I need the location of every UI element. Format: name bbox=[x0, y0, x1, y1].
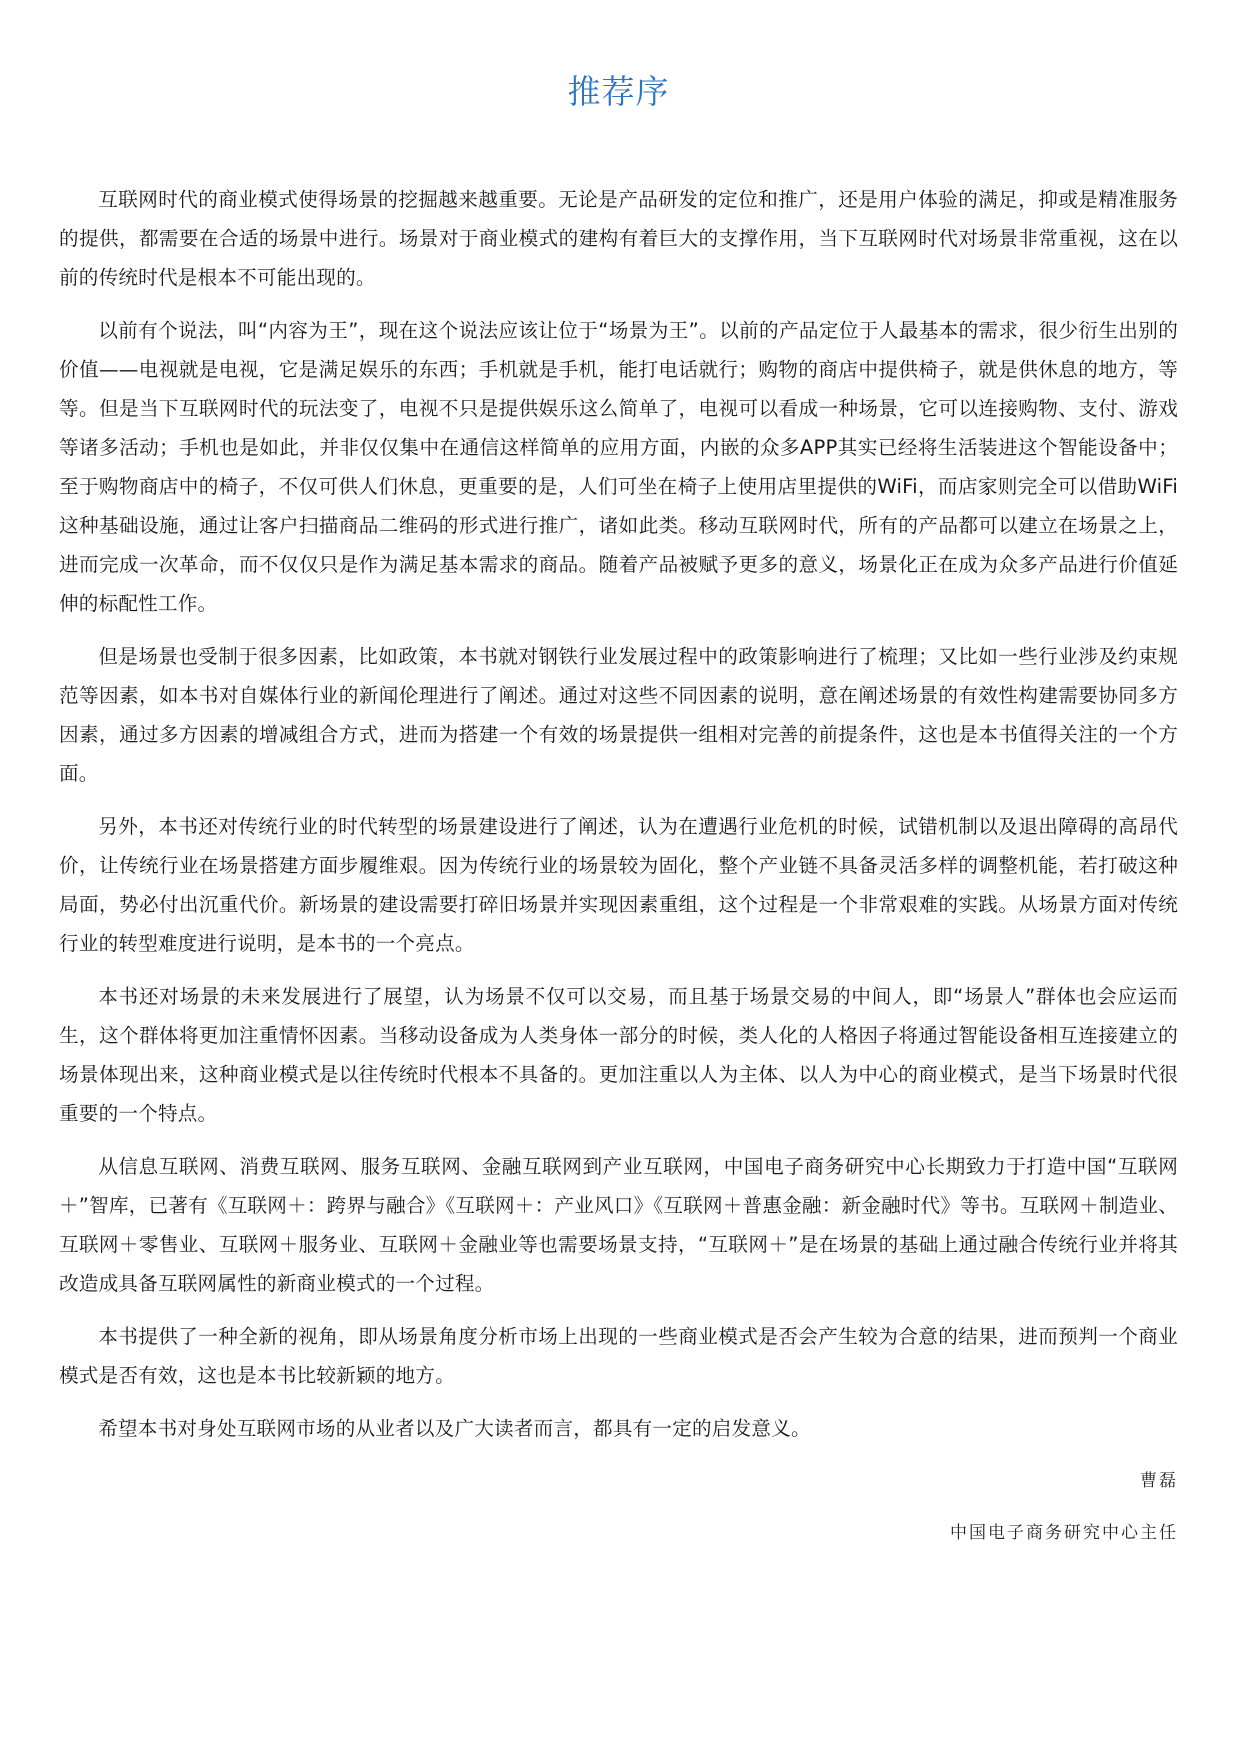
paragraph-6: 从信息互联网、消费互联网、服务互联网、金融互联网到产业互联网，中国电子商务研究中心长期致力于打造中国“互联网＋”智库，已著有《互联网＋：跨界与融合》《互联网＋：产业风口》《互联网＋普惠金融：新金融时代》等书。互联网＋制造业、互联网＋零售业、互联网＋服务业、互联网＋金融业等也需要场景支持，“互联网＋”是在场景的基础上通过融合传统行业并将其改造成具备互联网属性的新商业模式的一个过程。 bbox=[59, 1155, 1178, 1295]
page-title: 推荐序 bbox=[567, 72, 670, 111]
paragraph-3: 但是场景也受制于很多因素，比如政策，本书就对钢铁行业发展过程中的政策影响进行了梳理；又比如一些行业涉及约束规范等因素，如本书对自媒体行业的新闻伦理进行了阐述。通过对这些不同因素的说明，意在阐述场景的有效性构建需要协同多方因素，通过多方因素的增减组合方式，进而为搭建一个有效的场景提供一组相对完善的前提条件，这也是本书值得关注的一个方面。 bbox=[59, 645, 1178, 785]
paragraph-4: 另外，本书还对传统行业的时代转型的场景建设进行了阐述，认为在遭遇行业危机的时候，试错机制以及退出障碍的高昂代价，让传统行业在场景搭建方面步履维艰。因为传统行业的场景较为固化，整个产业链不具备灵活多样的调整机能，若打破这种局面，势必付出沉重代价。新场景的建设需要打碎旧场景并实现因素重组，这个过程是一个非常艰难的实践。从场景方面对传统行业的转型难度进行说明，是本书的一个亮点。 bbox=[59, 815, 1178, 955]
paragraph-7: 本书提供了一种全新的视角，即从场景角度分析市场上出现的一些商业模式是否会产生较为合意的结果，进而预判一个商业模式是否有效，这也是本书比较新颖的地方。 bbox=[59, 1325, 1178, 1387]
signature-name: 曹磊 bbox=[1140, 1471, 1178, 1491]
paragraph-5: 本书还对场景的未来发展进行了展望，认为场景不仅可以交易，而且基于场景交易的中间人，即“场景人”群体也会应运而生，这个群体将更加注重情怀因素。当移动设备成为人类身体一部分的时候，类人化的人格因子将通过智能设备相互连接建立的场景体现出来，这种商业模式是以往传统时代根本不具备的。更加注重以人为主体、以人为中心的商业模式，是当下场景时代很重要的一个特点。 bbox=[59, 985, 1178, 1125]
paragraph-2: 以前有个说法，叫“内容为王”，现在这个说法应该让位于“场景为王”。以前的产品定位于人最基本的需求，很少衍生出别的价值——电视就是电视，它是满足娱乐的东西；手机就是手机，能打电话就行；购物的商店中提供椅子，就是供休息的地方，等等。但是当下互联网时代的玩法变了，电视不只是提供娱乐这么简单了，电视可以看成一种场景，它可以连接购物、支付、游戏等诸多活动；手机也是如此，并非仅仅集中在通信这样简单的应用方面，内嵌的众多APP其实已经将生活装进这个智能设备中；至于购物商店中的椅子，不仅可供人们休息，更重要的是，人们可坐在椅子上使用店里提供的WiFi，而店家则完全可以借助WiFi这种基础设施，通过让客户扫描商品二维码的形式进行推广，诸如此类。移动互联网时代，所有的产品都可以建立在场景之上，进而完成一次革命，而不仅仅只是作为满足基本需求的商品。随着产品被赋予更多的意义，场景化正在成为众多产品进行价值延伸的标配性工作。 bbox=[59, 319, 1178, 615]
signature-role: 中国电子商务研究中心主任 bbox=[950, 1523, 1178, 1543]
paragraph-8: 希望本书对身处互联网市场的从业者以及广大读者而言，都具有一定的启发意义。 bbox=[98, 1417, 811, 1440]
paragraph-1: 互联网时代的商业模式使得场景的挖掘越来越重要。无论是产品研发的定位和推广，还是用户体验的满足，抑或是精准服务的提供，都需要在合适的场景中进行。场景对于商业模式的建构有着巨大的支撑作用，当下互联网时代对场景非常重视，这在以前的传统时代是根本不可能出现的。 bbox=[59, 188, 1178, 289]
body-text bbox=[59, 180, 1178, 1448]
